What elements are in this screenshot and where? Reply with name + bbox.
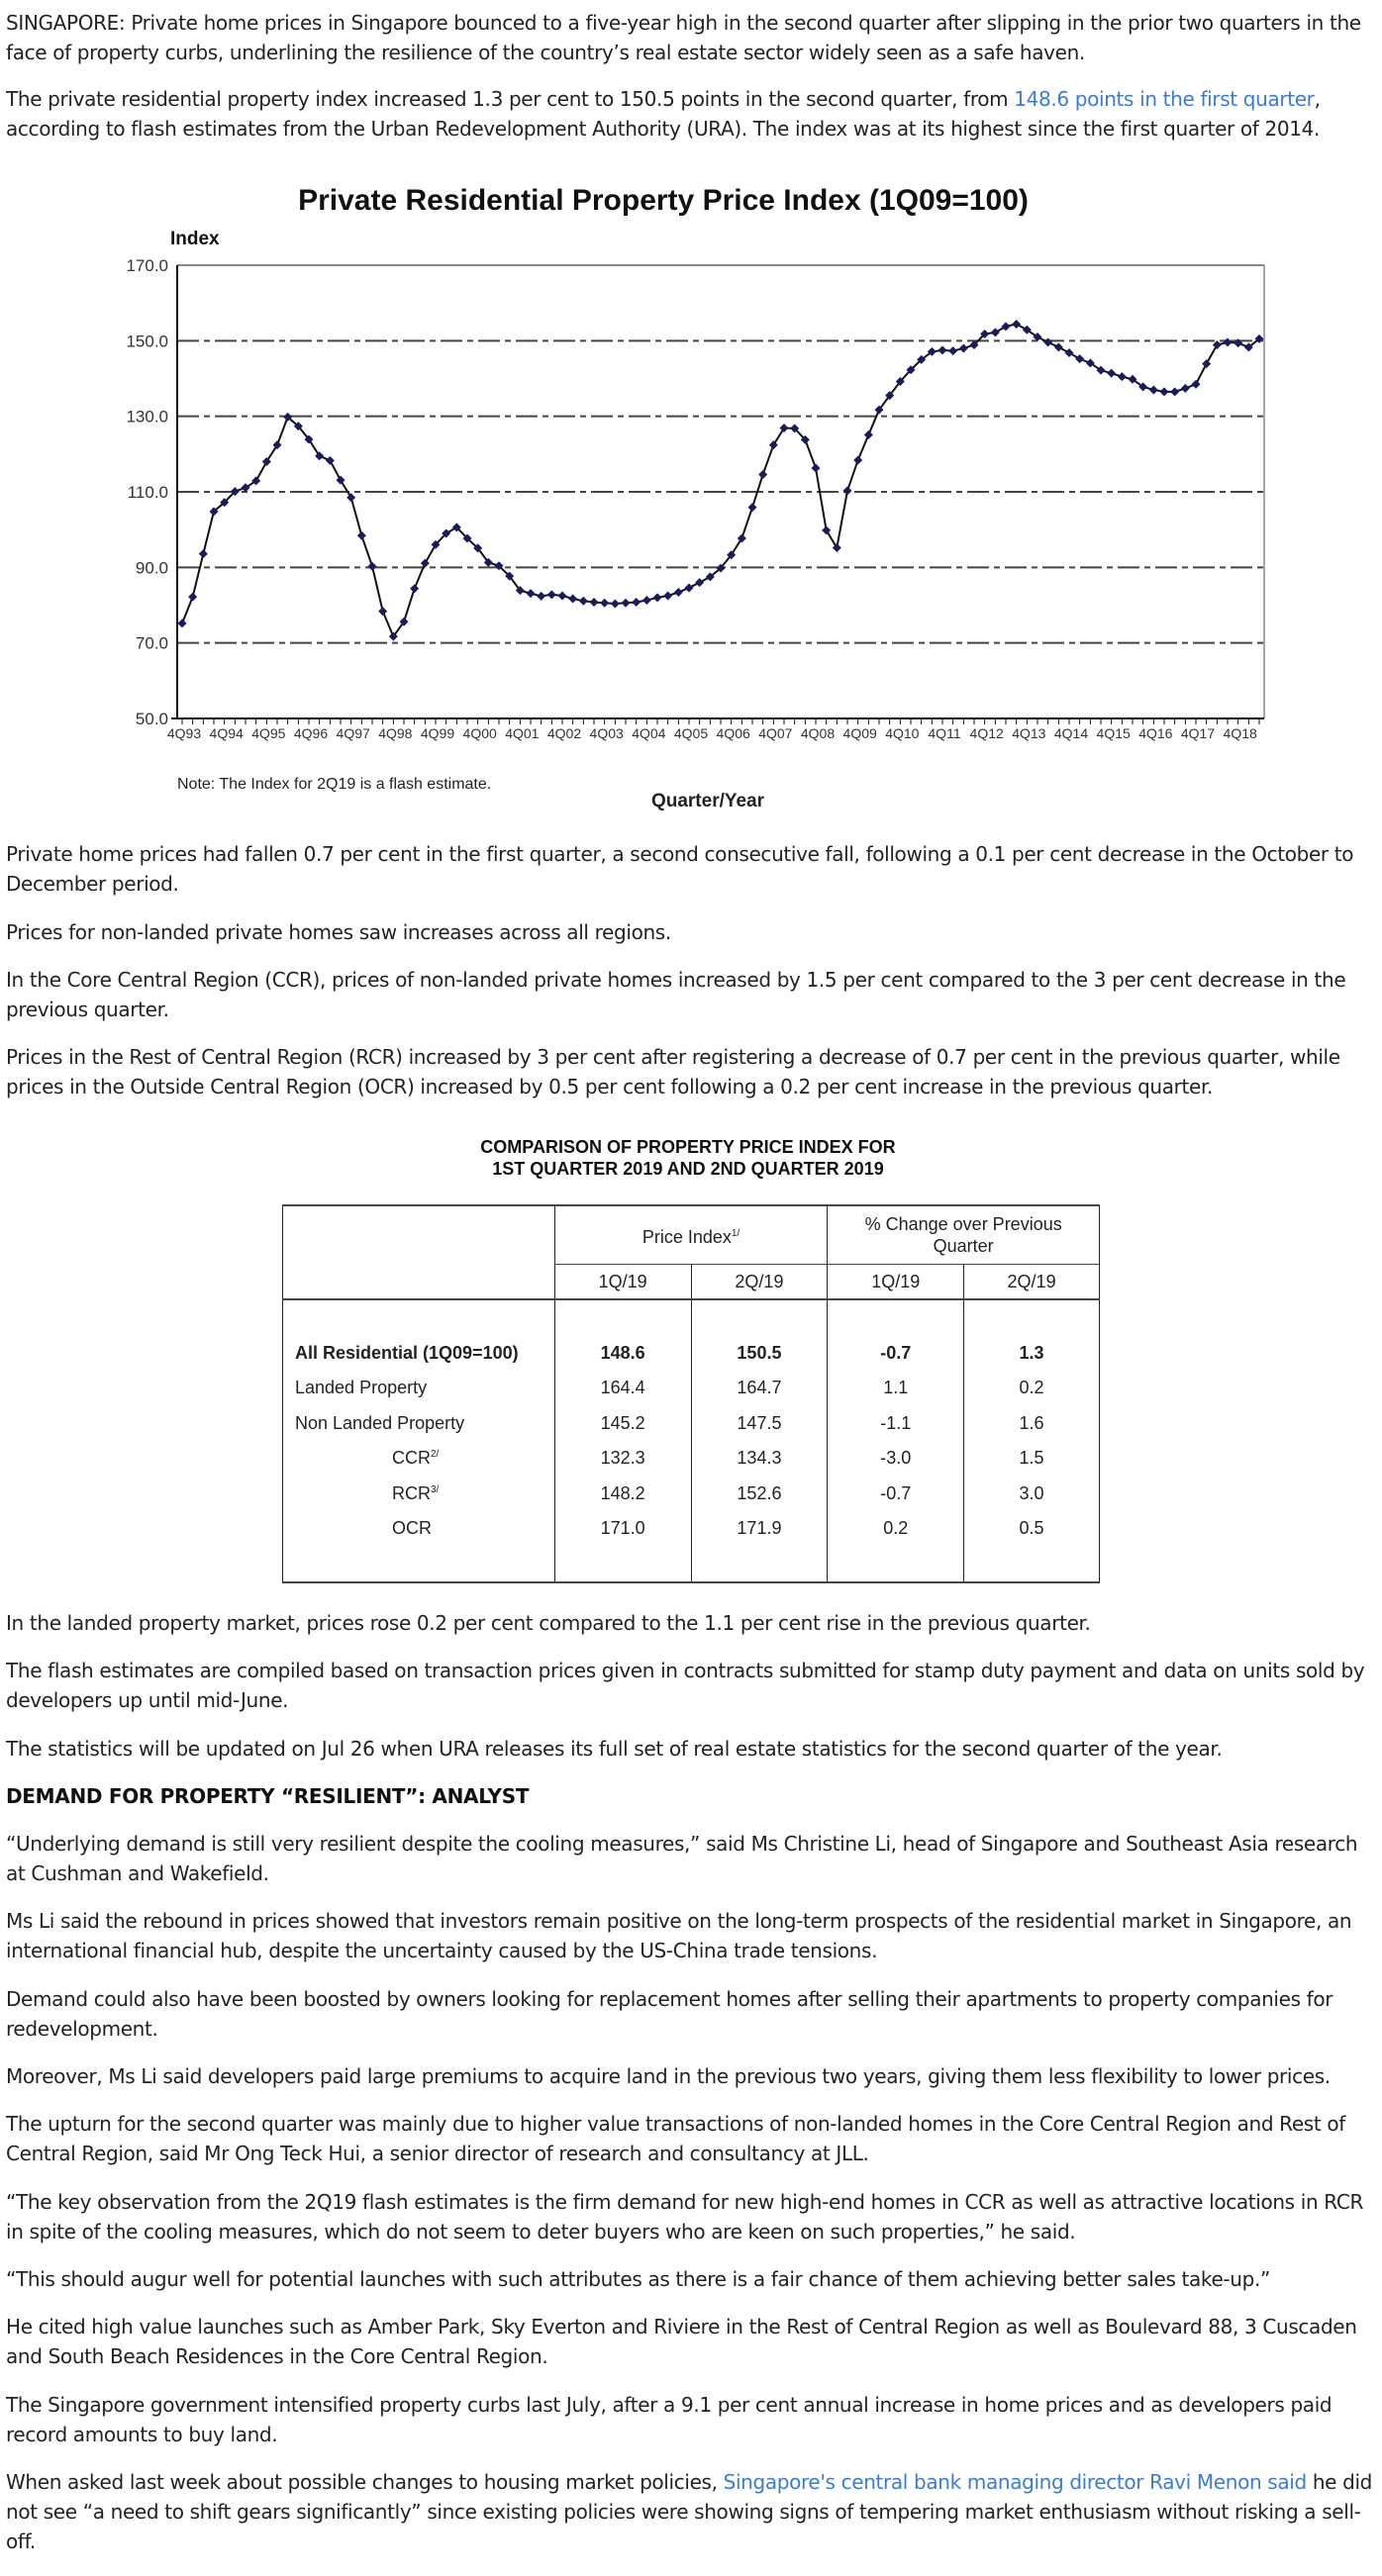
x-tick-label: 4Q96	[293, 725, 329, 741]
cell: 1.5	[964, 1441, 1100, 1477]
article-paragraph: He cited high value launches such as Amber Park, Sky Everton and Riviere in the Rest of Central Region as well as Boulevard 88, 3 Cuscaden and South Beach Residences in the Core Central Region.	[6, 2315, 1357, 2368]
row-label: $RCR^{3/}$	[283, 1477, 555, 1512]
cell: 132.3	[554, 1441, 691, 1477]
table-spacer	[283, 1299, 1100, 1336]
data-point	[1224, 337, 1233, 346]
x-tick-label: 4Q15	[1096, 725, 1131, 741]
cell: 1.6	[964, 1406, 1100, 1442]
data-point	[527, 589, 536, 598]
article-paragraph	[6, 84, 1378, 143]
cell: 150.5	[691, 1336, 828, 1372]
article-paragraph: The Singapore government intensified property curbs last July, after a 9.1 per cent annual increase in home prices and as developers paid record amounts to buy land.	[6, 2393, 1333, 2446]
data-point	[695, 578, 704, 587]
x-tick-label: 4Q12	[969, 725, 1004, 741]
article-paragraph: Demand could also have been boosted by owners looking for replacement homes after selling their apartments to property companies for redevelopment.	[6, 1987, 1333, 2041]
data-point	[346, 493, 355, 502]
x-tick-label: 4Q99	[420, 725, 455, 741]
y-tick-label: 150.0	[126, 332, 168, 351]
price-index-comparison-table	[282, 1204, 1100, 1583]
cell: 164.4	[554, 1371, 691, 1406]
data-point	[199, 549, 208, 558]
data-point	[337, 476, 346, 485]
data-point	[1160, 387, 1169, 396]
subheader: 1Q/19	[554, 1265, 691, 1300]
first-quarter-link[interactable]: 148.6 points in the first quarter	[1014, 87, 1315, 111]
cell: 171.9	[691, 1511, 828, 1547]
x-tick-label: 4Q04	[632, 725, 666, 741]
data-point	[326, 456, 335, 465]
data-point	[948, 346, 957, 355]
x-tick-label: 4Q95	[251, 725, 286, 741]
cell: 148.6	[554, 1336, 691, 1372]
paragraph-text: When asked last week about possible changes to housing market policies,	[6, 2470, 724, 2494]
y-tick-label: 110.0	[127, 483, 168, 502]
x-tick-label: 4Q00	[462, 725, 497, 741]
data-point	[547, 590, 556, 599]
x-tick-label: 4Q16	[1138, 725, 1173, 741]
cell: 145.2	[554, 1406, 691, 1442]
chart-title: Private Residential Property Price Index (1Q09=100)	[298, 184, 1029, 217]
data-point	[188, 593, 197, 602]
data-point	[674, 588, 683, 597]
table-row	[283, 1406, 1100, 1442]
y-tick-label: 90.0	[135, 558, 168, 578]
table-row	[283, 1371, 1100, 1406]
cell: -3.0	[828, 1441, 964, 1477]
paragraph-text: he did not see “a need to shift gears significantly” since existing policies were showing signs of tempering market enthusiasm without risking a sell-off.	[6, 2470, 1373, 2553]
data-point	[812, 463, 821, 472]
data-point	[622, 599, 631, 608]
cell: -0.7	[828, 1477, 964, 1512]
data-point	[1118, 372, 1127, 381]
row-label: All Residential (1Q09=100)	[283, 1336, 555, 1372]
x-tick-label: 4Q13	[1012, 725, 1046, 741]
section-subheading: DEMAND FOR PROPERTY “RESILIENT”: ANALYST	[6, 1784, 530, 1808]
article-paragraph: The upturn for the second quarter was mainly due to higher value transactions of non-landed homes in the Core Central Region and Rest of Central Region, said Mr Ong Teck Hui, a senior director of research and consultancy at JLL.	[6, 2112, 1345, 2165]
row-label: $CCR^{2/}$	[283, 1441, 555, 1477]
table-header-row	[283, 1205, 1100, 1265]
chart-note: Note: The Index for 2Q19 is a flash estimate.	[177, 776, 492, 793]
cell: 3.0	[964, 1477, 1100, 1512]
data-point	[357, 531, 366, 540]
data-point	[780, 424, 789, 432]
data-point	[410, 584, 419, 593]
article-paragraph: The flash estimates are compiled based on transaction prices given in contracts submitted for stamp duty payment and data on units sold by developers up until mid-June.	[6, 1659, 1365, 1712]
cell: 164.7	[691, 1371, 828, 1406]
data-point	[590, 598, 599, 607]
article-paragraph: Private home prices had fallen 0.7 per cent in the first quarter, a second consecutive fall, following a 0.1 per cent decrease in the October to December period.	[6, 842, 1354, 896]
article-paragraph	[6, 2467, 1378, 2556]
y-axis-label: Index	[170, 229, 220, 249]
data-point	[1054, 342, 1063, 351]
data-point	[769, 440, 778, 449]
data-point	[1213, 340, 1222, 349]
data-point	[959, 343, 968, 352]
article-paragraph: “Underlying demand is still very resilient despite the cooling measures,” said Ms Christine Li, head of Singapore and Southeast Asia research at Cushman and Wakefield.	[6, 1832, 1358, 1885]
header-percent-change: % Change over Previous Quarter	[828, 1205, 1100, 1265]
x-tick-label: 4Q01	[505, 725, 540, 741]
x-tick-label: 4Q11	[928, 725, 961, 741]
data-point	[685, 583, 694, 592]
table-title-line: 1ST QUARTER 2019 AND 2ND QUARTER 2019	[492, 1159, 884, 1179]
x-tick-label: 4Q94	[209, 725, 244, 741]
data-point	[568, 595, 577, 604]
data-point	[833, 543, 841, 552]
data-point	[642, 596, 651, 605]
cell: 171.0	[554, 1511, 691, 1547]
data-point	[1170, 387, 1179, 396]
data-point	[600, 599, 609, 608]
cell: -0.7	[828, 1336, 964, 1372]
x-tick-label: 4Q14	[1053, 725, 1089, 741]
article-paragraph: Moreover, Ms Li said developers paid large premiums to acquire land in the previous two years, giving them less flexibility to lower prices.	[6, 2064, 1331, 2088]
x-tick-label: 4Q17	[1180, 725, 1216, 741]
article-paragraph: Prices in the Rest of Central Region (RCR) increased by 3 per cent after registering a decrease of 0.7 per cent in the previous quarter, while prices in the Outside Central Region (OCR) increased by 0.5 per cent following a 0.2 per cent increase in the previous quarter.	[6, 1045, 1340, 1098]
data-point	[864, 430, 873, 439]
data-point	[1181, 384, 1190, 393]
article-paragraph: “This should augur well for potential launches with such attributes as there is a fair chance of them achieving better sales take-up.”	[6, 2267, 1270, 2291]
article-paragraph: SINGAPORE: Private home prices in Singapore bounced to a five-year high in the second quarter after slipping in the prior two quarters in the face of property curbs, underlining the resilience of the country’s real estate sector widely seen as a safe haven.	[6, 11, 1361, 64]
y-tick-label: 130.0	[126, 407, 168, 427]
cell: 0.5	[964, 1511, 1100, 1547]
data-point	[853, 455, 862, 464]
x-tick-label: 4Q06	[716, 725, 750, 741]
subheader: 2Q/19	[964, 1265, 1100, 1300]
data-point	[1002, 322, 1011, 331]
paragraph-text: The private residential property index increased 1.3 per cent to 150.5 points in the second quarter, from	[6, 87, 1015, 111]
x-axis-label: Quarter/Year	[650, 791, 765, 811]
cell: 0.2	[828, 1511, 964, 1547]
data-point	[663, 591, 672, 600]
x-tick-label: 4Q18	[1223, 725, 1257, 741]
data-point	[938, 345, 947, 354]
data-point	[748, 503, 757, 512]
cell: 148.2	[554, 1477, 691, 1512]
x-tick-label: 4Q09	[842, 725, 877, 741]
y-tick-label: 50.0	[135, 710, 168, 728]
x-tick-label: 4Q98	[378, 725, 413, 741]
data-point	[1149, 385, 1158, 394]
table-row	[283, 1477, 1100, 1512]
data-point	[1192, 380, 1201, 389]
table-row	[283, 1441, 1100, 1477]
y-tick-label: 170.0	[126, 256, 168, 275]
price-index-chart	[99, 168, 1287, 821]
data-point	[1065, 348, 1074, 357]
article-paragraph: Prices for non-landed private homes saw increases across all regions.	[6, 920, 671, 944]
data-point	[558, 591, 567, 600]
data-point	[991, 328, 1000, 336]
data-point	[421, 559, 430, 568]
table-row	[283, 1511, 1100, 1547]
article-paragraph: “The key observation from the 2Q19 flash estimates is the firm demand for new high-end homes in CCR as well as attractive locations in RCR in spite of the cooling measures, which do not seem to deter buyers who are keen on such properties,” he said.	[6, 2190, 1364, 2243]
cell: 1.1	[828, 1371, 964, 1406]
article-paragraph: In the Core Central Region (CCR), prices of non-landed private homes increased by 1.5 per cent compared to the 3 per cent decrease in the previous quarter.	[6, 968, 1346, 1021]
subheader: 2Q/19	[691, 1265, 828, 1300]
table-title-line: COMPARISON OF PROPERTY PRICE INDEX FOR	[480, 1137, 896, 1157]
data-point	[653, 593, 662, 602]
ravi-menon-link[interactable]: Singapore's central bank managing director Ravi Menon said	[723, 2470, 1307, 2494]
row-label: Landed Property	[283, 1371, 555, 1406]
header-price-index: Price Index$^{1/}$	[554, 1205, 828, 1265]
data-point	[1107, 369, 1116, 378]
data-point	[611, 599, 620, 608]
cell: 152.6	[691, 1477, 828, 1512]
cell: -1.1	[828, 1406, 964, 1442]
data-point	[178, 619, 187, 627]
header-blank	[283, 1205, 555, 1299]
data-point	[758, 470, 767, 479]
table-row	[283, 1336, 1100, 1372]
data-point	[822, 525, 831, 534]
cell: 1.3	[964, 1336, 1100, 1372]
x-tick-label: 4Q97	[336, 725, 370, 741]
paragraph-text: , according to flash estimates from the Urban Redevelopment Authority (URA). The index was at its highest since the first quarter of 2014.	[6, 87, 1321, 141]
cell: 134.3	[691, 1441, 828, 1477]
row-label: Non Landed Property	[283, 1406, 555, 1442]
cell: 0.2	[964, 1371, 1100, 1406]
subheader: 1Q/19	[828, 1265, 964, 1300]
x-tick-label: 4Q93	[166, 725, 202, 741]
x-tick-label: 4Q02	[546, 725, 582, 741]
y-tick-label: 70.0	[135, 633, 168, 653]
data-point	[537, 592, 545, 601]
data-point	[1202, 359, 1211, 368]
table-spacer	[283, 1547, 1100, 1583]
x-tick-label: 4Q10	[885, 725, 920, 741]
data-point	[843, 486, 852, 495]
x-tick-label: 4Q05	[673, 725, 709, 741]
article-paragraph: The statistics will be updated on Jul 26 when URA releases its full set of real estate statistics for the second quarter of the year.	[6, 1737, 1223, 1761]
table-title	[267, 1136, 1109, 1180]
data-point	[368, 562, 377, 571]
article-paragraph: Ms Li said the rebound in prices showed that investors remain positive on the long-term prospects of the residential market in Singapore, an international financial hub, despite the uncertainty caused by the US-China trade tensions.	[6, 1909, 1352, 1962]
data-point	[632, 598, 641, 607]
x-tick-label: 4Q07	[758, 725, 793, 741]
article-paragraph: In the landed property market, prices rose 0.2 per cent compared to the 1.1 per cent rise in the previous quarter.	[6, 1611, 1091, 1635]
data-point	[1043, 337, 1052, 346]
x-tick-label: 4Q08	[800, 725, 836, 741]
data-point	[1075, 354, 1084, 363]
cell: 147.5	[691, 1406, 828, 1442]
data-point	[579, 597, 588, 606]
data-point	[1012, 320, 1021, 329]
x-tick-label: 4Q03	[589, 725, 624, 741]
data-point	[378, 607, 387, 616]
row-label: OCR	[283, 1511, 555, 1547]
